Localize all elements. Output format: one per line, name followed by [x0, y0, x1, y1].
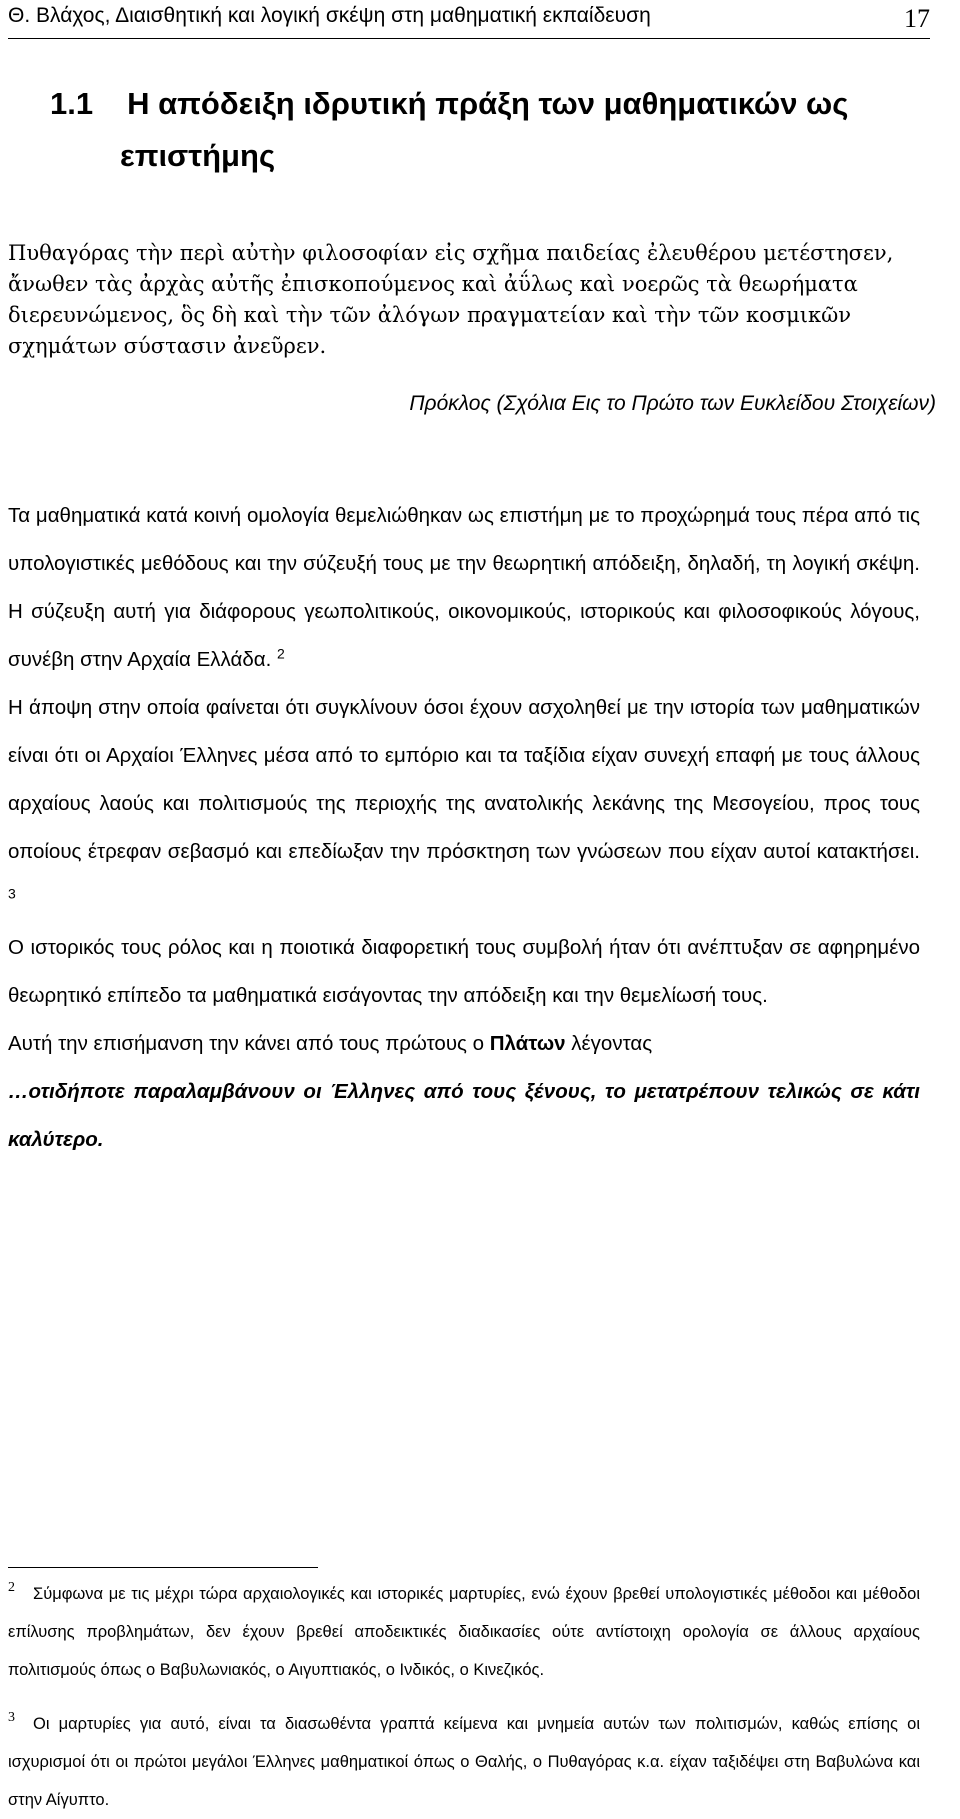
paragraph-2-text: Η άποψη στην οποία φαίνεται ότι συγκλίνουν όσοι έχουν ασχοληθεί με την ιστορία των μαθηματικών είναι ότι οι Αρχαίοι Έλληνες μέσα από το εμπόριο και τα ταξίδια είχαν συνεχή επαφή με τους άλλους αρχαίους λαούς και πολιτισμούς της περιοχής της ανατολικής λεκάνης της Μεσογείου, προς τους οποίους έτρεφαν σεβασμό και επεδίωξαν την πρόσκτηση των γνώσεων που είχαν αυτοί κατακτήσει. [8, 696, 920, 863]
footnote-ref-2[interactable]: 2 [276, 645, 285, 662]
footnote-2 [8, 1575, 920, 1689]
footnote-3-mark: 3 [8, 1710, 15, 1726]
paragraph-3: Ο ιστορικός τους ρόλος και η ποιοτικά διαφορετική τους συμβολή ήταν ότι ανέπτυξαν σε αφηρημένο θεωρητικό επίπεδο τα μαθηματικά εισάγοντας την απόδειξη και την θεμελίωσή τους. [8, 936, 920, 1007]
footnote-3 [8, 1705, 920, 1819]
platon-quote: …οτιδήποτε παραλαμβάνουν οι Έλληνες από τους ξένους, το μετατρέπουν τελικώς σε κάτι καλύτερο. [8, 1080, 920, 1151]
paragraph-1 [8, 492, 920, 684]
author-name-platon: Πλάτων [489, 1032, 566, 1055]
footnotes [8, 1575, 920, 1819]
epigraph-attribution: Πρόκλος (Σχόλια Εις το Πρώτο των Ευκλείδου Στοιχείων) [409, 392, 936, 415]
footnote-ref-3[interactable]: 3 [8, 885, 16, 902]
footnote-3-text: Οι μαρτυρίες για αυτό, είναι τα διασωθέντα γραπτά κείμενα και μνημεία αυτών των πολιτισμών, καθώς επίσης οι ισχυρισμοί ότι οι πρώτοι μεγάλοι Έλληνες μαθηματικοί όπως ο Θαλής, ο Πυθαγόρας κ.α. είχαν ταξιδέψει στη Βαβυλώνα και στην Αίγυπτο. [8, 1715, 920, 1809]
paragraph-4 [8, 1020, 920, 1068]
page-number: 17 [904, 4, 930, 33]
section-number: 1.1 [50, 86, 94, 121]
footnote-separator [8, 1567, 318, 1568]
section-title-line2: επιστήμης [120, 138, 276, 173]
paragraph-1-text: Τα μαθηματικά κατά κοινή ομολογία θεμελιώθηκαν ως επιστήμη με το προχώρημά τους πέρα από τις υπολογιστικές μεθόδους και την σύζευξή τους με την θεωρητική απόδειξη, δηλαδή, τη λογική σκέψη. Η σύζευξη αυτή για διάφορους γεωπολιτικούς, οικονομικούς, ιστορικούς και φιλοσοφικούς λόγους, συνέβη στην Αρχαία Ελλάδα. [8, 504, 920, 671]
footnote-2-text: Σύμφωνα με τις μέχρι τώρα αρχαιολογικές και ιστορικές μαρτυρίες, ενώ έχουν βρεθεί υπολογιστικές μέθοδοι και μέθοδοι επίλυσης προβλημάτων, δεν έχουν βρεθεί αποδεικτικές διαδικασίες ούτε αντίστοιχη ορολογία σε άλλους αρχαίους πολιτισμούς όπως ο Βαβυλωνιακός, ο Αιγυπτιακός, ο Ινδικός, ο Κινεζικός. [8, 1585, 920, 1679]
paragraph-4-suffix: λέγοντας [565, 1032, 653, 1055]
epigraph-quote: Πυθαγόρας τὴν περὶ αὐτὴν φιλοσοφίαν εἰς σχῆμα παιδείας ἐλευθέρου μετέστησεν, ἄνωθεν τὰς ἀρχὰς αὐτῆς ἐπισκοπούμενος καὶ ἀΰλως καὶ νοερῶς τὰ θεωρήματα διερευνώμενος, ὃς δὴ καὶ τὴν τῶν ἀλόγων πραγματείαν καὶ τὴν τῶν κοσμικῶν σχημάτων σύστασιν ἀνεῦρεν. [8, 241, 894, 358]
body-text [8, 492, 920, 1164]
section-heading [50, 78, 930, 182]
paragraph-2 [8, 684, 920, 924]
paragraph-4-prefix: Αυτή την επισήμανση την κάνει από τους πρώτους ο [8, 1032, 490, 1055]
footnote-2-mark: 2 [8, 1580, 15, 1596]
section-title-line1: Η απόδειξη ιδρυτική πράξη των μαθηματικών ως [127, 86, 849, 121]
running-header [8, 2, 930, 39]
running-header-title: Θ. Βλάχος, Διαισθητική και λογική σκέψη στη μαθηματική εκπαίδευση [8, 4, 651, 27]
